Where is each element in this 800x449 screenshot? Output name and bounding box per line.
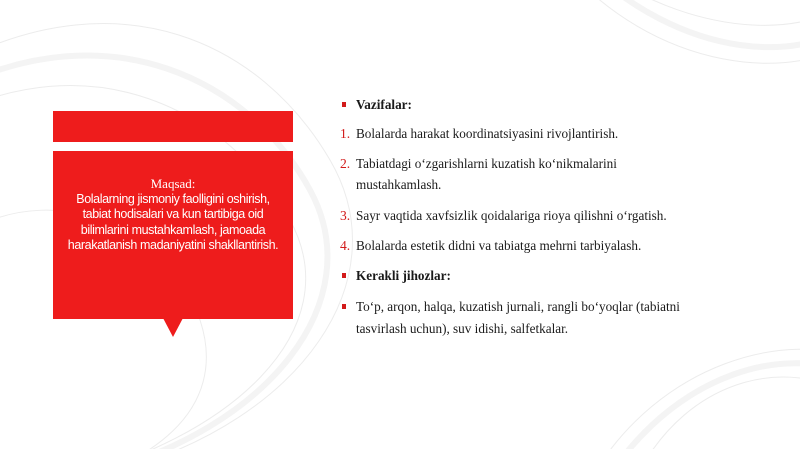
task-text-line-1: Tabiatdagi o‘zgarishlarni kuzatish ko‘nikmalarini bbox=[356, 156, 617, 171]
square-bullet-icon bbox=[342, 304, 346, 309]
task-number: 2. bbox=[340, 156, 351, 171]
task-text: Bolalarda estetik didni va tabiatga mehrni tarbiyalash. bbox=[356, 238, 642, 253]
square-bullet-icon bbox=[342, 102, 346, 107]
goal-body: Bolalarning jismoniy faolligini oshirish, tabiat hodisalari va kun tartibiga oid bilimlarini mustahkamlash, jamoada harakatlanish madaniyatini shakllantirish. bbox=[67, 191, 279, 253]
task-text: Bolalarda harakat koordinatsiyasini rivojlantirish. bbox=[356, 126, 619, 141]
equipment-heading: Kerakli jihozlar: bbox=[356, 268, 451, 283]
task-text-line-2: mustahkamlash. bbox=[356, 177, 442, 192]
goal-box-pointer bbox=[163, 318, 183, 337]
task-number: 1. bbox=[340, 126, 351, 141]
goal-title: Maqsad: bbox=[150, 176, 196, 191]
square-bullet-icon bbox=[342, 273, 346, 278]
equipment-text-line-1: To‘p, arqon, halqa, kuzatish jurnali, rangli bo‘yoqlar (tabiatni bbox=[356, 299, 680, 314]
goal-header-bar bbox=[53, 111, 293, 142]
tasks-heading: Vazifalar: bbox=[356, 97, 412, 112]
task-number: 4. bbox=[340, 238, 351, 253]
task-text: Sayr vaqtida xavfsizlik qoidalariga rioya qilishni o‘rgatish. bbox=[356, 208, 667, 223]
goal-text bbox=[62, 176, 284, 254]
equipment-text-line-2: tasvirlash uchun), suv idishi, salfetkalar. bbox=[356, 321, 569, 336]
task-number: 3. bbox=[340, 208, 351, 223]
